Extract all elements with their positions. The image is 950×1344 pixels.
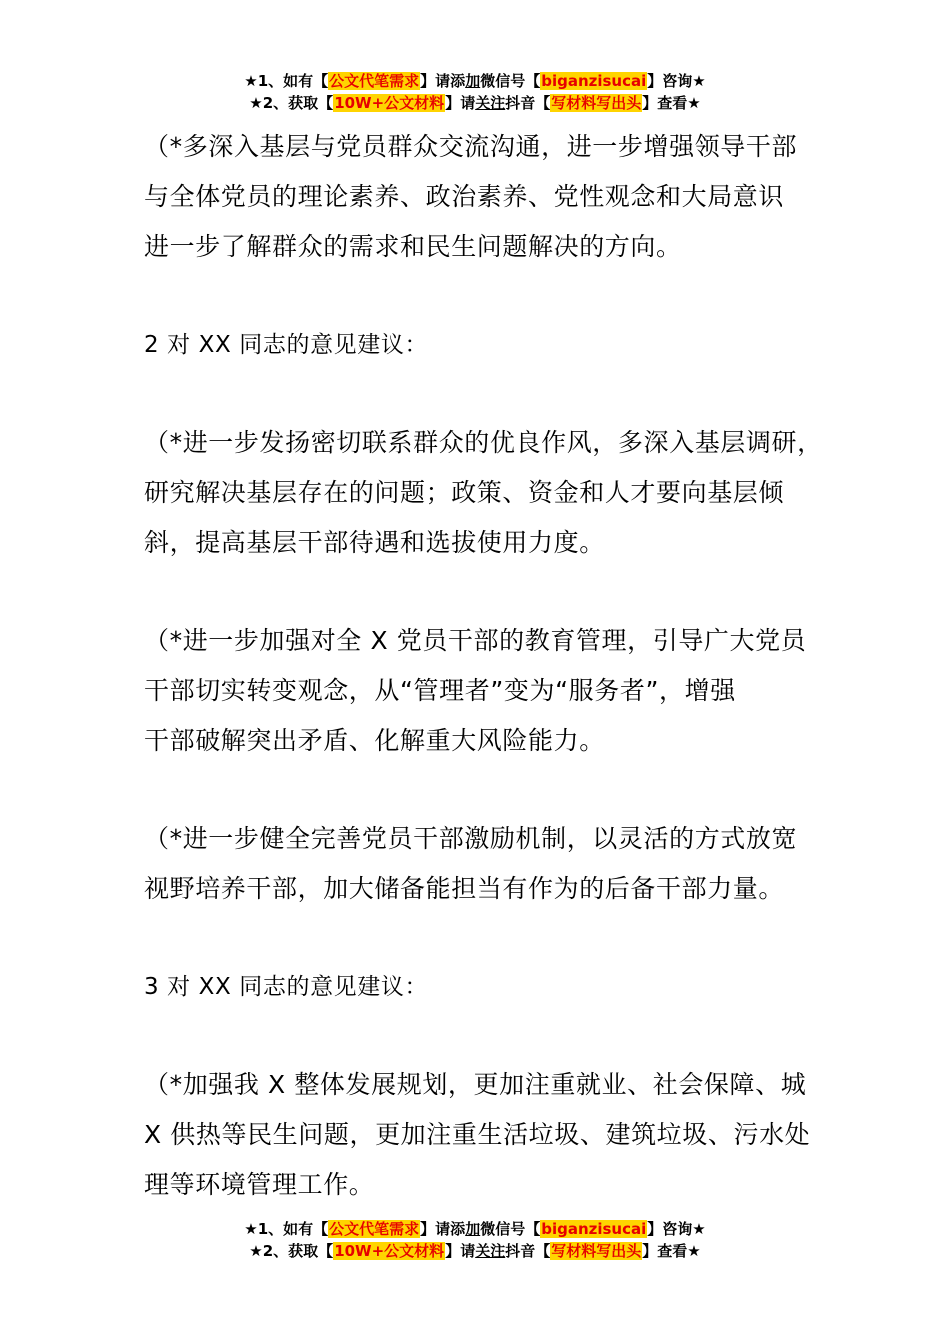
paragraph-4	[144, 814, 834, 914]
document-body	[144, 122, 834, 1258]
paragraph-2	[144, 418, 834, 568]
paragraph-line: （*多深入基层与党员群众交流沟通，进一步增强领导干部	[144, 132, 798, 161]
paragraph-3	[144, 616, 834, 766]
paragraph-5	[144, 1060, 834, 1210]
paragraph-line: X 供热等民生问题，更加注重生活垃圾、建筑垃圾、污水处	[144, 1120, 811, 1149]
paragraph-line: （*加强我 X 整体发展规划，更加注重就业、社会保障、城	[144, 1070, 807, 1099]
wechat-id-highlight: biganzisucai	[541, 72, 647, 90]
banner-text: 】查看★	[642, 1242, 701, 1260]
paragraph-1	[144, 122, 834, 272]
banner-line-1	[0, 1218, 950, 1240]
banner-underlined: 关注	[475, 1242, 506, 1260]
banner-text: 抖音【	[505, 94, 551, 112]
paragraph-line: 斜，提高基层干部待遇和选拔使用力度。	[144, 528, 605, 557]
banner-text: ★2、获取【	[249, 1242, 334, 1260]
banner-text: ★2、获取【	[249, 94, 334, 112]
paragraph-line: 进一步了解群众的需求和民生问题解决的方向。	[144, 232, 682, 261]
banner-text: 】请	[445, 94, 476, 112]
banner-text: 】请添	[420, 72, 466, 90]
paragraph-line: （*进一步加强对全 X 党员干部的教育管理，引导广大党员	[144, 626, 807, 655]
banner-underlined: 关注	[475, 94, 506, 112]
top-banner	[0, 70, 950, 114]
banner-highlight: 公文代笔需求	[329, 1220, 420, 1238]
paragraph-line: （*进一步健全完善党员干部激励机制，以灵活的方式放宽	[144, 824, 798, 853]
douyin-highlight: 写材料写出头	[551, 94, 642, 112]
banner-text: ★1、如有【	[244, 1220, 329, 1238]
paragraph-line: 与全体党员的理论素养、政治素养、党性观念和大局意识	[144, 182, 785, 211]
paragraph-line: 理等环境管理工作。	[144, 1170, 375, 1199]
douyin-highlight: 写材料写出头	[551, 1242, 642, 1260]
paragraph-line: （*进一步发扬密切联系群众的优良作风，多深入基层调研，	[144, 428, 823, 457]
banner-highlight: 10W+公文材料	[334, 94, 445, 112]
banner-text: ★1、如有【	[244, 72, 329, 90]
banner-text: 】咨询★	[647, 72, 706, 90]
paragraph-line: 干部破解突出矛盾、化解重大风险能力。	[144, 726, 605, 755]
banner-text: 】咨询★	[647, 1220, 706, 1238]
paragraph-line: 视野培养干部，加大储备能担当有作为的后备干部力量。	[144, 874, 785, 903]
banner-text: 】请	[445, 1242, 476, 1260]
paragraph-line: 干部切实转变观念，从“管理者”变为“服务者”，增强	[144, 676, 736, 705]
banner-line-2	[0, 1240, 950, 1262]
banner-text: 】查看★	[642, 94, 701, 112]
section-heading-3: 3 对 XX 同志的意见建议：	[144, 974, 429, 1000]
banner-text: 微信号【	[480, 72, 541, 90]
banner-highlight: 公文代笔需求	[329, 72, 420, 90]
banner-text: 】请添	[420, 1220, 466, 1238]
banner-underlined: 加	[465, 72, 481, 90]
bottom-banner	[0, 1218, 950, 1262]
banner-text: 抖音【	[505, 1242, 551, 1260]
banner-highlight: 10W+公文材料	[334, 1242, 445, 1260]
banner-line-1	[0, 70, 950, 92]
banner-text: 微信号【	[480, 1220, 541, 1238]
wechat-id-highlight: biganzisucai	[541, 1220, 647, 1238]
paragraph-line: 研究解决基层存在的问题；政策、资金和人才要向基层倾	[144, 478, 785, 507]
banner-line-2	[0, 92, 950, 114]
section-heading-2: 2 对 XX 同志的意见建议：	[144, 332, 429, 358]
banner-underlined: 加	[465, 1220, 481, 1238]
